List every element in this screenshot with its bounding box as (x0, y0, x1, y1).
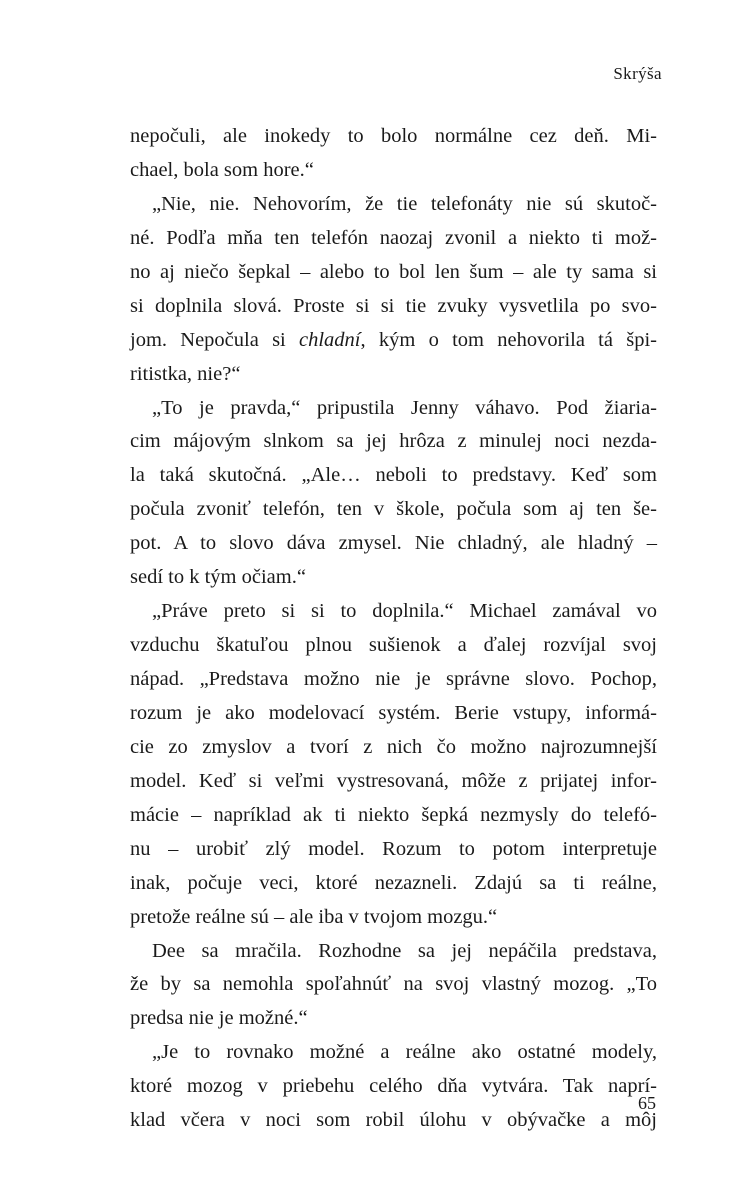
text-line: né. Podľa mňa ten telefón naozaj zvonil a niekto ti mož- (130, 226, 657, 249)
page-number: 65 (638, 1093, 656, 1113)
text-line: mácie – napríklad ak ti niekto šepká nezmysly do telefó- (130, 803, 657, 826)
text-line: „Nie, nie. Nehovorím, že tie telefonáty nie sú skutoč- (152, 192, 657, 215)
text-line: model. Keď si veľmi vystresovaná, môže z prijatej infor- (130, 769, 657, 792)
text-line: cie zo zmyslov a tvorí z nich čo možno najrozumnejší (130, 735, 657, 758)
text-line: predsa nie je možné.“ (130, 1007, 308, 1030)
text-line: chael, bola som hore.“ (130, 158, 314, 181)
text-line: ritistka, nie?“ (130, 362, 241, 385)
text-line: vzduchu škatuľou plnou sušienok a ďalej rozvíjal svoj (130, 634, 657, 657)
text-line: nápad. „Predstava možno nie je správne slovo. Pochop, (130, 668, 657, 690)
emphasized-word: chladní (299, 328, 361, 351)
text-line: ktoré mozog v priebehu celého dňa vytvára. Tak naprí- (130, 1075, 657, 1098)
text-line: „To je pravda,“ pripustila Jenny váhavo. Pod žiaria- (152, 396, 657, 419)
body-text (130, 120, 657, 1138)
text-line: jom. Nepočula si chladní, kým o tom nehovorila tá špi- (130, 328, 657, 351)
text-line: „Je to rovnako možné a reálne ako ostatné modely, (152, 1041, 657, 1064)
text-line: nepočuli, ale inokedy to bolo normálne cez deň. Mi- (130, 125, 657, 147)
text-line: že by sa nemohla spoľahnúť na svoj vlastný mozog. „To (130, 973, 657, 996)
text-line: no aj niečo šepkal – alebo to bol len šum – ale ty sama si (130, 260, 657, 283)
text-line: cim májovým slnkom sa jej hrôza z minulej noci nezda- (130, 430, 657, 453)
text-line: pot. A to slovo dáva zmysel. Nie chladný, ale hladný – (130, 532, 657, 555)
text-line: sedí to k tým očiam.“ (130, 566, 306, 589)
text-line: la taká skutočná. „Ale… neboli to predstavy. Keď som (130, 464, 657, 487)
text-line: klad včera v noci som robil úlohu v obývačke a môj (130, 1109, 657, 1132)
text-line: pretože reálne sú – ale iba v tvojom mozgu.“ (130, 905, 498, 928)
text-line: Dee sa mračila. Rozhodne sa jej nepáčila predstava, (152, 939, 657, 962)
running-head: Skrýša (613, 64, 662, 83)
text-line: „Práve preto si si to doplnila.“ Michael zamával vo (152, 600, 657, 623)
text-line: inak, počuje veci, ktoré nezazneli. Zdajú sa ti reálne, (130, 871, 657, 894)
text-line: nu – urobiť zlý model. Rozum to potom interpretuje (130, 837, 657, 860)
text-line: si doplnila slová. Proste si si tie zvuky vysvetlila po svo- (130, 294, 657, 317)
text-line: počula zvoniť telefón, ten v škole, počula som aj ten še- (130, 498, 657, 521)
text-line: rozum je ako modelovací systém. Berie vstupy, informá- (130, 701, 657, 724)
